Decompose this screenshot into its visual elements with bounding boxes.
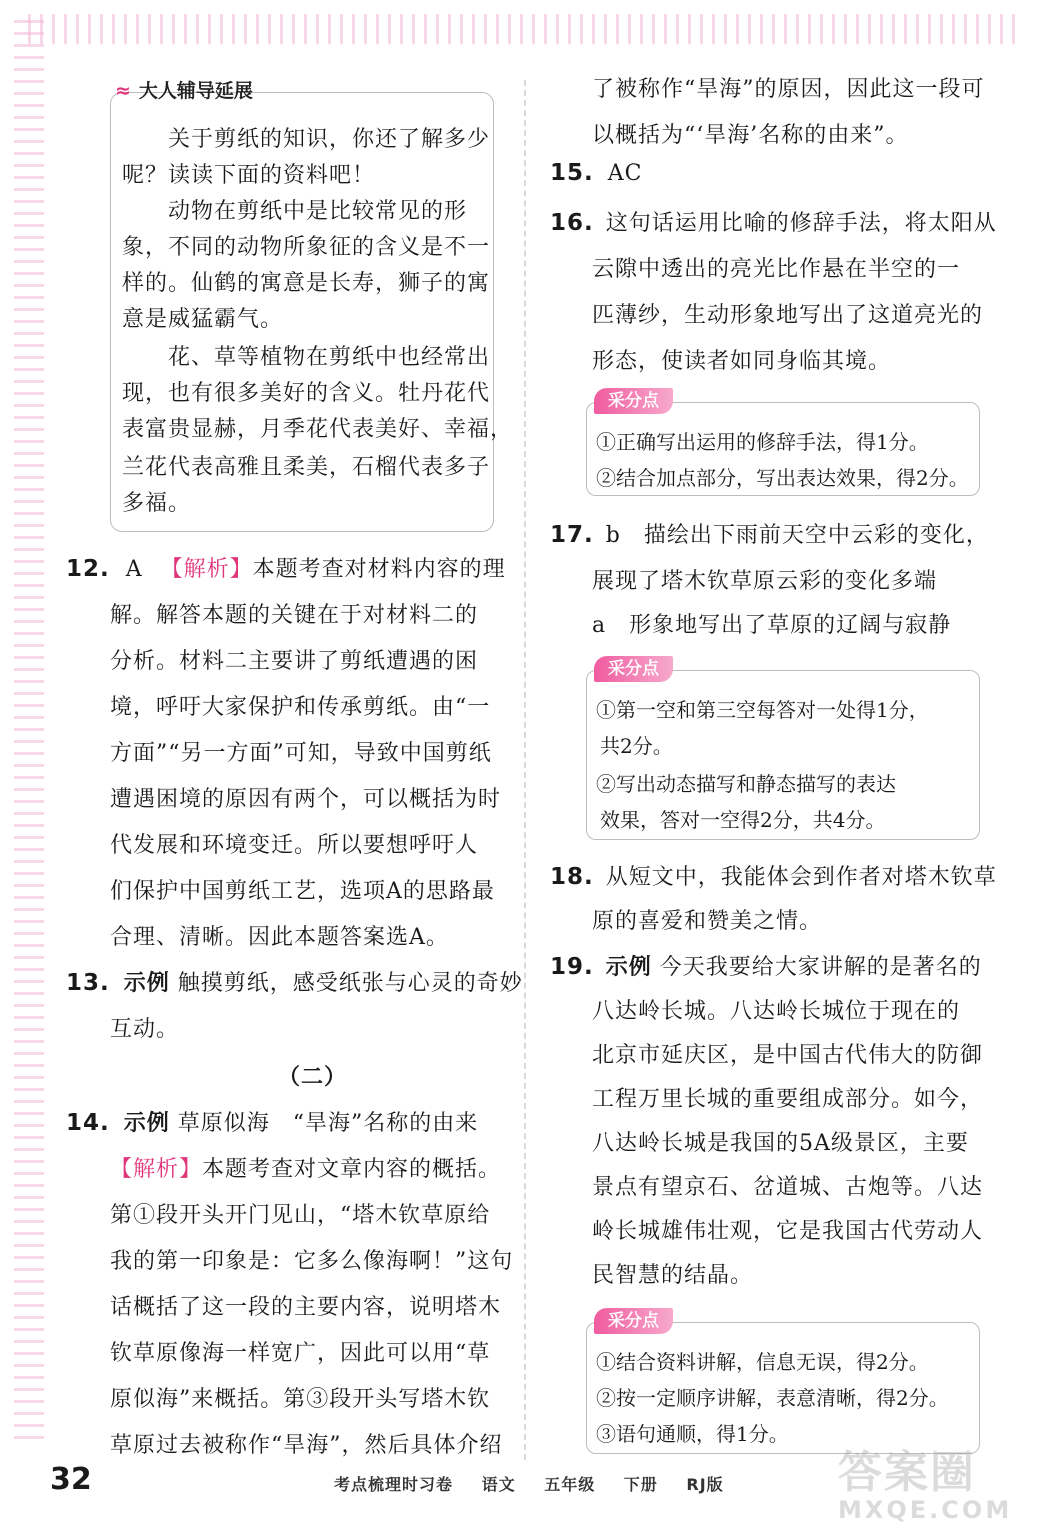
extension-line: 动物在剪纸中是比较常见的形: [168, 199, 468, 224]
q14-line: 草原过去被称作“旱海”，然后具体介绍: [110, 1433, 503, 1458]
q17-first-line: [550, 518, 989, 549]
q14-line: 原似海”来概括。第③段开头写塔木钦: [110, 1387, 491, 1412]
scoring-line: ②结合加点部分，写出表达效果，得2分。: [596, 466, 969, 490]
wave-icon: ≈: [115, 80, 131, 102]
example-label: 示例: [605, 955, 652, 980]
question-number: 15.: [550, 160, 594, 186]
extension-heading: ≈ 大人辅导延展: [115, 80, 253, 102]
question-number: 13.: [66, 970, 110, 996]
q12-line: 们保护中国剪纸工艺，选项A的思路最: [110, 879, 495, 904]
q14-line: 话概括了这一段的主要内容，说明塔木: [110, 1295, 502, 1320]
watermark-url: MXQE.COM: [838, 1496, 1013, 1524]
footer-book-info: [334, 1472, 746, 1495]
top-decorative-border: [28, 14, 1016, 44]
q13-line: 互动。: [110, 1017, 180, 1042]
scoring-line: ②写出动态描写和静态描写的表达: [596, 772, 896, 796]
q19-line: 民智慧的结晶。: [592, 1263, 754, 1288]
q14-first-line: [66, 1106, 478, 1137]
q19-line: 岭长城雄伟壮观，它是我国古代劳动人: [592, 1219, 984, 1244]
footer-edition: RJ版: [686, 1475, 724, 1494]
q12-analysis-start: 本题考查对材料内容的理: [252, 557, 506, 582]
q16-line: 形态，使读者如同身临其境。: [592, 349, 892, 374]
q19-line: 八达岭长城。八达岭长城位于现在的: [592, 999, 961, 1024]
scoring-points-tag: 采分点: [594, 656, 673, 682]
extension-line: 意是威猛霸气。: [122, 307, 284, 332]
left-decorative-border: [14, 20, 44, 1440]
column-separator: [524, 80, 526, 1460]
question-number: 12.: [66, 556, 110, 582]
question-number: 18.: [550, 864, 594, 890]
q12-line: 方面”“另一方面”可知，导致中国剪纸: [110, 741, 492, 766]
scoring-line: ①结合资料讲解，信息无误，得2分。: [596, 1350, 929, 1374]
q13-first-line: [66, 966, 523, 997]
q12-first-line: [66, 552, 506, 583]
analysis-tag: 【解析】: [160, 557, 253, 582]
q19-answer-start: 今天我要给大家讲解的是著名的: [659, 955, 982, 980]
q15-line: [550, 160, 642, 186]
scoring-line: ②按一定顺序讲解，表意清晰，得2分。: [596, 1386, 949, 1410]
footer-subject: 语文: [481, 1475, 516, 1494]
q12-line: 代发展和环境变迁。所以要想呼吁人: [110, 833, 479, 858]
scoring-line: ①第一空和第三空每答对一处得1分，: [596, 698, 929, 722]
analysis-tag: 【解析】: [110, 1157, 203, 1182]
q12-line: 分析。材料二主要讲了剪纸遭遇的困: [110, 649, 479, 674]
question-number: 19.: [550, 954, 594, 980]
scoring-line: 共2分。: [600, 734, 673, 758]
extension-line: 现，也有很多美好的含义。牡丹花代: [122, 381, 491, 406]
extension-line: 样的。仙鹤的寓意是长寿，狮子的寓: [122, 271, 491, 296]
q18-first-line: [550, 860, 997, 891]
q17-line: 展现了塔木钦草原云彩的变化多端: [592, 569, 938, 594]
q15-answer: AC: [607, 161, 643, 186]
page-number: 32: [50, 1462, 92, 1497]
q16-line: 匹薄纱，生动形象地写出了这道亮光的: [592, 303, 984, 328]
q19-line: 八达岭长城是我国的5A级景区，主要: [592, 1131, 969, 1156]
footer-volume: 下册: [623, 1475, 658, 1494]
scoring-line: ①正确写出运用的修辞手法，得1分。: [596, 430, 929, 454]
q14-continued-line: 以概括为“‘旱海’名称的由来”。: [592, 123, 909, 148]
q14-line: 第①段开头开门见山，“塔木钦草原给: [110, 1203, 491, 1228]
example-label: 示例: [123, 1111, 170, 1136]
extension-line: 多福。: [122, 491, 192, 516]
q14-analysis-line: [110, 1152, 501, 1183]
scoring-line: 效果，答对一空得2分，共4分。: [600, 808, 886, 832]
section-heading: （二）: [278, 1065, 348, 1090]
q12-line: 合理、清晰。因此本题答案选A。: [110, 925, 449, 950]
q18-line: 原的喜爱和赞美之情。: [592, 909, 823, 934]
question-number: 17.: [550, 522, 594, 548]
q16-first-line: [550, 206, 997, 237]
q16-answer: 这句话运用比喻的修辞手法，将太阳从: [605, 211, 997, 236]
q19-line: 景点有望京石、岔道城、古炮等。八达: [592, 1175, 984, 1200]
q14-answer: 草原似海 “旱海”名称的由来: [177, 1111, 479, 1136]
q14-line: 我的第一印象是：它多么像海啊！”这句: [110, 1249, 514, 1274]
q12-line: 解。解答本题的关键在于对材料二的: [110, 603, 479, 628]
q19-line: 北京市延庆区，是中国古代伟大的防御: [592, 1043, 984, 1068]
watermark-logo: [838, 1436, 1028, 1528]
q14-line: 钦草原像海一样宽广，因此可以用“草: [110, 1341, 491, 1366]
extension-line: 关于剪纸的知识，你还了解多少: [168, 127, 491, 152]
extension-line: 兰花代表高雅且柔美，石榴代表多子: [122, 455, 491, 480]
q16-line: 云隙中透出的亮光比作悬在半空的一: [592, 257, 961, 282]
extension-line: 表富贵显赫，月季花代表美好、幸福，: [122, 417, 514, 442]
extension-line: 呢？读读下面的资料吧！: [122, 163, 376, 188]
question-number: 14.: [66, 1110, 110, 1136]
q12-line: 境，呼吁大家保护和传承剪纸。由“一: [110, 695, 491, 720]
scoring-points-tag: 采分点: [594, 388, 673, 414]
q12-answer: A: [125, 557, 143, 582]
scoring-line: ③语句通顺，得1分。: [596, 1422, 789, 1446]
q14-analysis-start: 本题考查对文章内容的概括。: [202, 1157, 502, 1182]
example-label: 示例: [123, 971, 170, 996]
footer-grade: 五年级: [544, 1475, 596, 1494]
footer-book-title: 考点梳理时习卷: [334, 1475, 454, 1494]
q12-line: 遭遇困境的原因有两个，可以概括为时: [110, 787, 502, 812]
q14-continued-line: 了被称作“旱海”的原因，因此这一段可: [592, 77, 985, 102]
q13-answer: 触摸剪纸，感受纸张与心灵的奇妙: [177, 971, 523, 996]
q17-answer: b 描绘出下雨前天空中云彩的变化，: [605, 523, 989, 548]
q19-line: 工程万里长城的重要组成部分。如今，: [592, 1087, 984, 1112]
watermark-title: 答案圈: [838, 1447, 976, 1498]
q19-first-line: [550, 950, 982, 981]
scoring-points-tag: 采分点: [594, 1308, 673, 1334]
q17-line: a 形象地写出了草原的辽阔与寂静: [592, 613, 952, 638]
extension-line: 花、草等植物在剪纸中也经常出: [168, 345, 491, 370]
question-number: 16.: [550, 210, 594, 236]
extension-line: 象，不同的动物所象征的含义是不一: [122, 235, 491, 260]
q18-answer: 从短文中，我能体会到作者对塔木钦草: [605, 865, 997, 890]
